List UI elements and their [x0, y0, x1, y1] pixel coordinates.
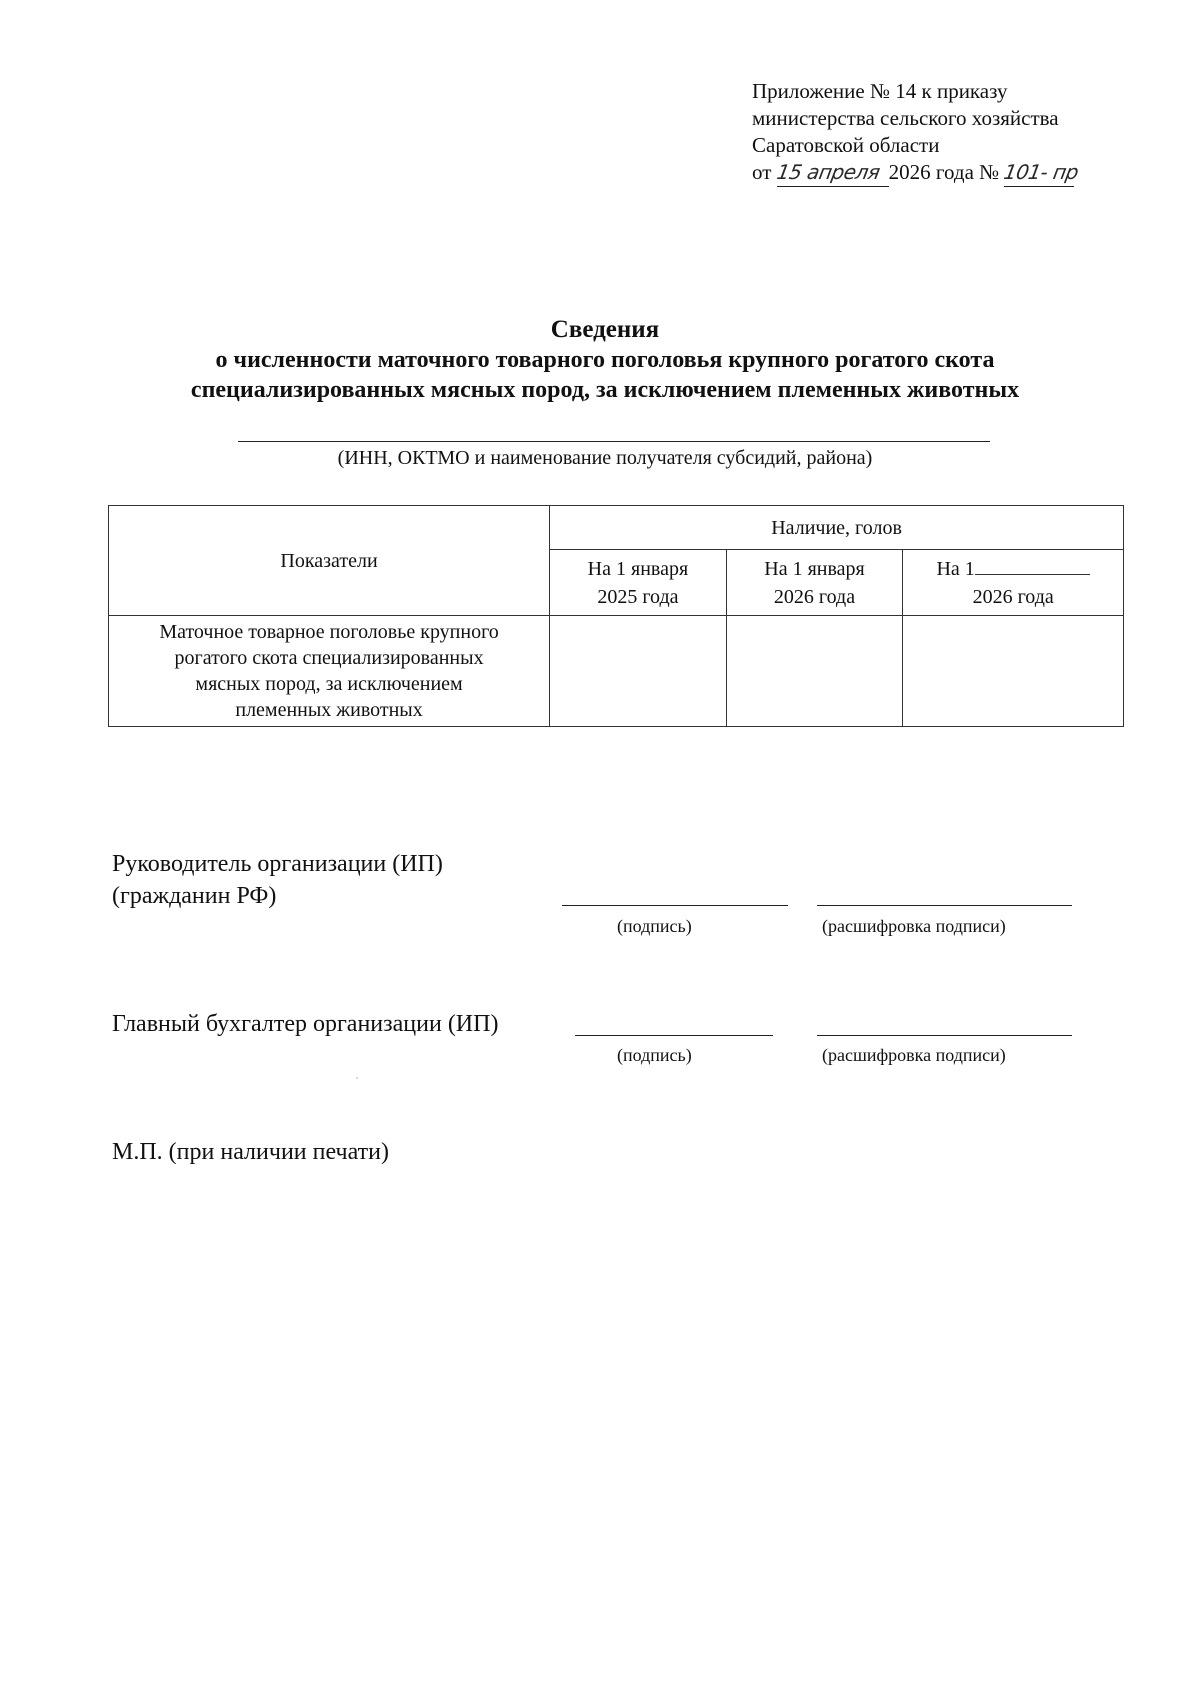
appendix-line-2: министерства сельского хозяйства: [752, 106, 1059, 130]
document-title: [100, 315, 1110, 405]
value-cell-custom[interactable]: [903, 616, 1124, 727]
handwritten-date: 15 апреля: [774, 160, 882, 184]
title-line-1: Сведения: [550, 316, 660, 343]
accountant-decoding-caption: (расшифровка подписи): [822, 1045, 1006, 1065]
title-line-2: о численности маточного товарного поголовья крупного рогатого скота: [215, 347, 995, 373]
date-blank-field: [975, 554, 1090, 575]
row-label-line-2: рогатого скота специализированных: [174, 647, 484, 669]
availability-header: Наличие, голов: [550, 506, 1124, 550]
head-signature-line[interactable]: [562, 905, 788, 906]
appendix-line-3: Саратовской области: [752, 133, 940, 157]
year-suffix: 2026 года №: [888, 160, 1000, 184]
value-cell-2025[interactable]: [550, 616, 727, 727]
appendix-header: [752, 78, 1081, 187]
indicator-header: Показатели: [109, 506, 550, 616]
column-header-line1: На 1 января: [587, 557, 689, 580]
column-header-line2: 2025 года: [597, 585, 679, 608]
column-header-2025: [550, 550, 727, 616]
handwritten-date-field: [774, 159, 889, 187]
accountant-role: Главный бухгалтер организации (ИП): [112, 1011, 499, 1037]
row-label-line-4: племенных животных: [235, 699, 423, 721]
row-label-line-1: Маточное товарное поголовье крупного: [159, 621, 499, 643]
column-header-line2: 2026 года: [773, 585, 856, 608]
handwritten-number-field: [1002, 159, 1081, 187]
row-label: [109, 616, 550, 727]
column-header-custom-date: [903, 550, 1124, 616]
accountant-signature-line[interactable]: [575, 1035, 773, 1036]
livestock-table: [108, 505, 1124, 727]
head-signature-caption: (подпись): [617, 916, 692, 936]
row-label-line-3: мясных пород, за исключением: [195, 673, 463, 695]
accountant-signature-caption: (подпись): [617, 1045, 692, 1065]
column-header-prefix: На 1: [936, 558, 975, 580]
head-role: [112, 848, 443, 912]
appendix-line-1: Приложение № 14 к приказу: [752, 79, 1008, 103]
recipient-caption: (ИНН, ОКТМО и наименование получателя субсидий, района): [337, 447, 873, 469]
column-header-line1: [903, 554, 1123, 583]
value-cell-2026[interactable]: [726, 616, 903, 727]
head-decoding-line[interactable]: [817, 905, 1072, 906]
column-header-2026: [726, 550, 903, 616]
handwritten-number: 101- пр: [1002, 160, 1081, 184]
title-line-3: специализированных мясных пород, за исключением племенных животных: [190, 377, 1020, 403]
accountant-decoding-line[interactable]: [817, 1035, 1072, 1036]
column-header-line1: На 1 января: [764, 557, 865, 580]
stamp-note: М.П. (при наличии печати): [112, 1139, 389, 1165]
column-header-line2: 2026 года: [972, 586, 1054, 608]
appendix-order-line: [752, 159, 1081, 187]
head-role-line-1: Руководитель организации (ИП): [112, 851, 443, 877]
head-role-line-2: (гражданин РФ): [112, 883, 277, 909]
head-decoding-caption: (расшифровка подписи): [822, 916, 1006, 936]
scan-speck: [356, 1077, 358, 1079]
table-row: [109, 616, 1124, 727]
from-prefix: от: [752, 160, 772, 184]
recipient-fill-line: [238, 441, 990, 442]
